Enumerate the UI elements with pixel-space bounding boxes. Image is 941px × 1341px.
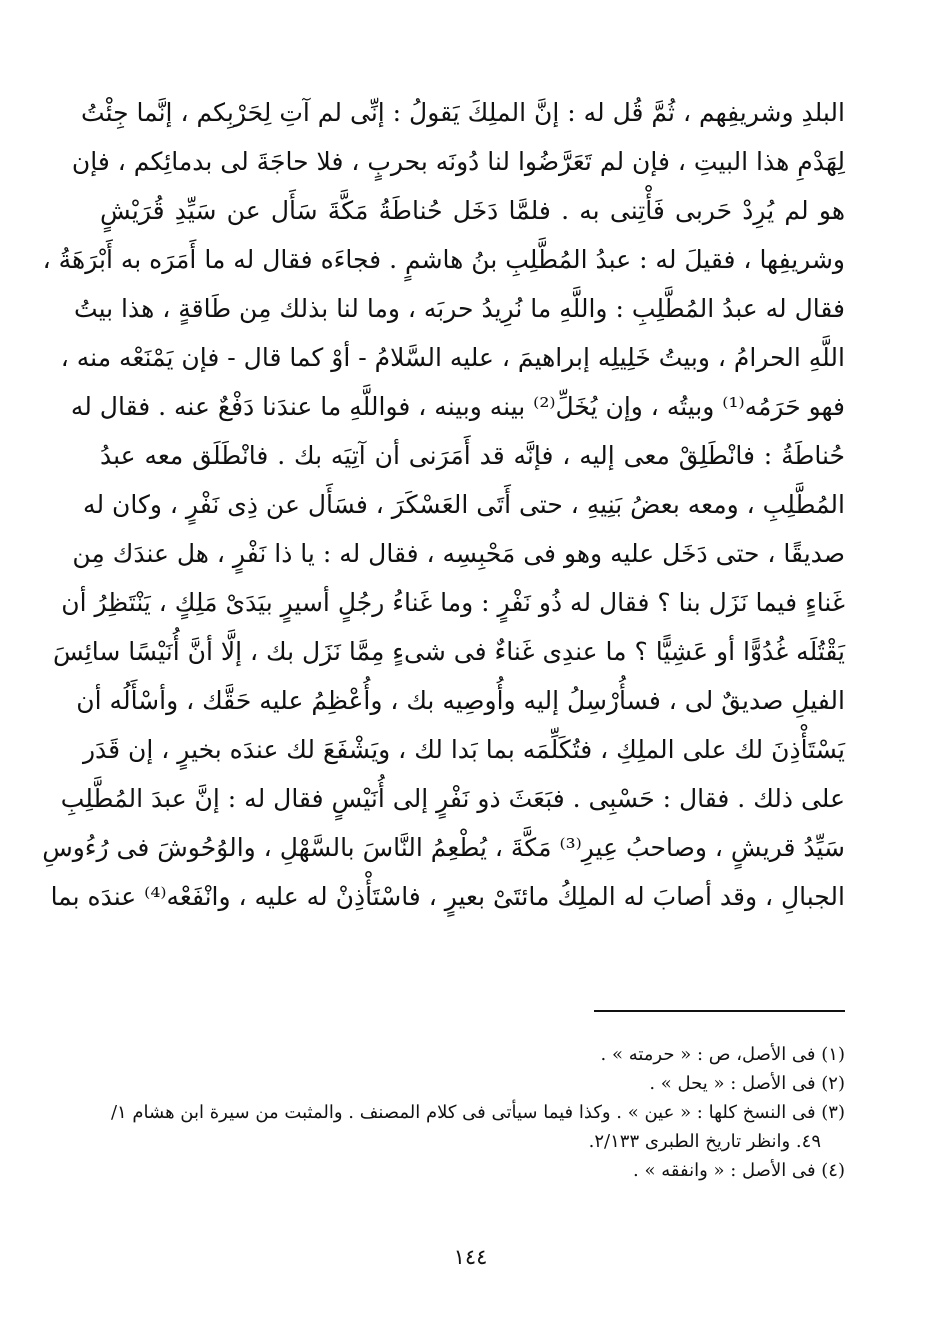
footnote: (١) فى الأصل، ص : « حرمته » . <box>600 1044 845 1065</box>
text-line: وشريفِها ، فقيلَ له : عبدُ المُطَّلِبِ بنُ هاشمٍ . فجاءَه فقال له ما أَمَرَه به أَبْرَهَةُ ، <box>42 245 845 274</box>
text-line: فقال له عبدُ المُطَّلِبِ : واللَّهِ ما نُرِيدُ حربَه ، وما لنا بذلك مِن طَاقةٍ ، هذا بيتُ <box>74 294 845 323</box>
footnote-separator <box>594 1010 845 1012</box>
text-line: اللَّهِ الحرامُ ، وبيتُ خَلِيلِه إبراهيمَ ، عليه السَّلامُ - أوْ كما قال - فإن يَمْنَعْه منه ، <box>60 343 845 372</box>
text-line: الفيلِ صديقٌ لى ، فسأُرْسِلُ إليه وأُوصِيه بك ، وأُعْظِمُ عليه حَقَّك ، وأسْأَلُه أن <box>76 686 845 715</box>
text-line: البلدِ وشريفِهم ، ثُمَّ قُل له : إنَّ الملِكَ يَقولُ : إنِّى لم آتِ لِحَرْبِكم ، إنَّما جِئْتُ <box>81 98 845 127</box>
text-line: حُناطَةُ : فانْطَلِقْ معى إليه ، فإنَّه قد أَمَرَنى أن آتِيَه بك . فانْطَلَق معه عبدُ <box>100 441 845 470</box>
footnote: (٢) فى الأصل : « يحل » . <box>649 1073 845 1094</box>
page-number: ١٤٤ <box>453 1245 488 1269</box>
text-line: فهو حَرَمُه⁽¹⁾ وبيتُه ، وإن يُخَلِّ⁽²⁾ بينه وبينه ، فواللَّهِ ما عندَنا دَفْعٌ عنه . فقال له <box>70 392 845 421</box>
text-line: هو لم يُرِدْ حَربى فَأْتِنى به . فلمَّا دَخَل حُناطَةُ مَكَّةَ سَأَل عن سَيِّدِ قُرَيْشٍ <box>100 196 845 225</box>
text-line: غَناءٍ فيما نَزَل بنا ؟ فقال له ذُو نَفْرٍ : وما غَناءُ رجُلٍ أسيرٍ بيَدَىْ مَلِكٍ ، يَنْتَظِرُ أن <box>61 588 845 617</box>
text-line: سَيِّدُ قريشٍ ، وصاحبُ عِيرِ⁽³⁾ مَكَّةَ ، يُطْعِمُ النَّاسَ بالسَّهْلِ ، والوُحُوشَ فى رُءُوسِ <box>42 833 845 862</box>
main-text <box>42 88 845 921</box>
text-line: على ذلك . فقال : حَسْبِى . فبَعَثَ ذو نَفْرٍ إلى أُنَيْسٍ فقال له : إنَّ عبدَ المُطَّلِبِ <box>60 784 845 813</box>
footnotes <box>100 1040 845 1185</box>
footnote: (٤) فى الأصل : « وانفقه » . <box>633 1160 845 1181</box>
text-line: صديقًا ، حتى دَخَل عليه وهو فى مَحْبِسِه ، فقال له : يا ذا نَفْرٍ ، هل عندَك مِن <box>72 539 845 568</box>
footnote: (٣) فى النسخ كلها : « عين » . وكذا فيما سيأتى فى كلام المصنف . والمثبت من سيرة ابن هشام ١/ <box>110 1102 845 1123</box>
text-line: لِهَدْمِ هذا البيتِ ، فإن لم تَعَرَّضُوا لنا دُونَه بحربٍ ، فلا حاجَةَ لى بدمائِكم ، فإن <box>71 147 845 176</box>
text-line: يَسْتَأْذِنَ لك على الملِكِ ، فتُكَلِّمَه بما بَدا لك ، ويَشْفَعَ لك عندَه بخيرٍ ، إن قَدَر <box>82 735 845 764</box>
footnote-continuation: ٤٩. وانظر تاريخ الطبرى ٢/١٣٣. <box>588 1131 821 1152</box>
text-line: يَقْتُلَه غُدُوًّا أو عَشِيًّا ؟ ما عندِى غَناءٌ فى شىءٍ مِمَّا نَزَل بك ، إلَّا أنَّ أُنَيْسًا سائِسَ <box>52 637 845 666</box>
text-line: المُطَّلِبِ ، ومعه بعضُ بَنِيهِ ، حتى أَتَى العَسْكَرَ ، فسَأَل عن ذِى نَفْرٍ ، وكان له <box>83 490 845 519</box>
text-line: الجبالِ ، وقد أصابَ له الملِكُ مائتَىْ بعيرٍ ، فاسْتَأْذِنْ له عليه ، وانْفَعْه⁽⁴⁾ عندَه بما <box>50 882 845 911</box>
